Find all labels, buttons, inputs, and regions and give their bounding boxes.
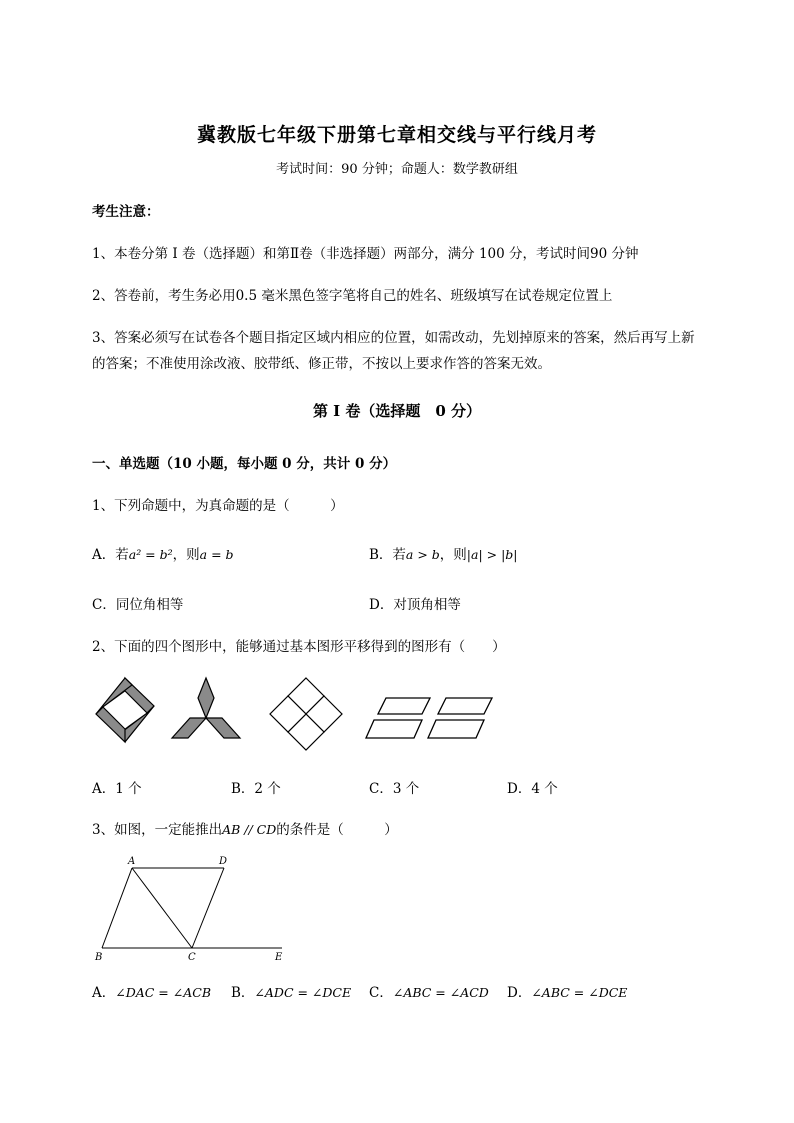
q3-line-dc [192,868,224,948]
q1-option-b-prefix: B．若 [369,547,406,563]
q3-option-b[interactable] [231,981,351,1001]
q1-option-c[interactable]: C．同位角相等 [92,597,184,613]
q3-label-d: D [219,856,228,867]
exam-title: 冀教版七年级下册第七章相交线与平行线月考 [196,124,597,146]
q3-line-ab [102,868,132,948]
q3-option-a[interactable] [92,981,211,1001]
q3-option-d-prefix: D． [507,985,532,1001]
q1-option-a-prefix: A．若 [92,547,129,563]
q1-option-a-math2: a = b [199,547,234,562]
q1-option-d[interactable]: D．对顶角相等 [369,597,461,613]
notice-item-1: 1、本卷分第 I 卷（选择题）和第Ⅱ卷（非选择题）两部分，满分 100 分，考试时间90 分钟 [92,246,639,262]
q3-label-a: A [128,856,136,867]
q1-option-a-mid: ，则 [172,547,200,563]
q1-option-a-math: a² = b² [128,547,173,562]
q2-figure-4 [364,694,496,742]
notice-item-3-line-1: 3、答案必须写在试卷各个题目指定区域内相应的位置，如需改动，先划掉原来的答案，然后再写上新 [92,330,695,346]
q2-figure-1 [92,676,158,746]
q3-option-c[interactable] [369,981,489,1001]
q2-option-c[interactable]: C．3 个 [369,781,420,797]
q2-figure-3 [268,676,344,752]
q1-option-b-math: a > b [405,547,440,562]
q2-fig4-para-3 [366,720,422,738]
q3-stem-prefix: 3、如图，一定能推出 [92,822,223,838]
q3-stem-math: AB // CD [222,822,277,837]
q3-line-ac [132,868,192,948]
q3-label-c: C [188,952,196,963]
q3-option-b-math: ∠ADC = ∠DCE [254,985,352,1000]
q2-fig4-para-2 [438,698,492,714]
notice-heading: 考生注意： [92,204,160,220]
q2-fig2-rhombus-left [172,718,206,738]
notice-item-3-line-2: 的答案；不准使用涂改液、胶带纸、修正带，不按以上要求作答的答案无效。 [92,356,551,372]
q3-option-d-math: ∠ABC = ∠DCE [531,985,628,1000]
q2-stem: 2、下面的四个图形中，能够通过基本图形平移得到的图形有（ ） [92,639,506,655]
q2-option-d[interactable]: D．4 个 [507,781,558,797]
q3-figure [92,852,292,964]
section-title: 第 I 卷（选择题 0 分） [312,402,482,420]
q1-option-b-mid: ，则 [439,547,467,563]
exam-subtitle: 考试时间：90 分钟；命题人：数学教研组 [276,162,518,177]
part-heading: 一、单选题（10 小题，每小题 0 分，共计 0 分） [92,456,397,472]
q3-label-e: E [275,952,283,963]
q2-option-a[interactable]: A．1 个 [92,781,142,797]
q1-stem: 1、下列命题中，为真命题的是（ ） [92,498,344,514]
q2-fig2-rhombus-top [198,678,214,718]
q3-label-b: B [95,952,103,963]
notice-item-2: 2、答卷前，考生务必用0.5 毫米黑色签字笔将自己的姓名、班级填写在试卷规定位置上 [92,288,613,304]
q3-option-c-math: ∠ABC = ∠ACD [392,985,489,1000]
q3-option-b-prefix: B． [231,985,255,1001]
q2-option-b[interactable]: B．2 个 [231,781,281,797]
q1-option-b[interactable] [369,543,518,563]
q3-stem-suffix: 的条件是（ ） [276,822,398,838]
q3-option-a-math: ∠DAC = ∠ACB [115,985,212,1000]
q2-fig2-rhombus-right [206,718,240,738]
q1-option-a[interactable] [92,543,234,563]
q3-option-d[interactable] [507,981,627,1001]
q2-figure-2 [170,676,242,742]
q3-option-c-prefix: C． [369,985,393,1001]
q3-option-a-prefix: A． [92,985,116,1001]
q1-option-b-math2: |a| > |b| [466,547,518,562]
q3-stem [92,818,398,838]
q2-fig4-para-4 [428,720,484,738]
q2-fig4-para-1 [378,698,430,714]
